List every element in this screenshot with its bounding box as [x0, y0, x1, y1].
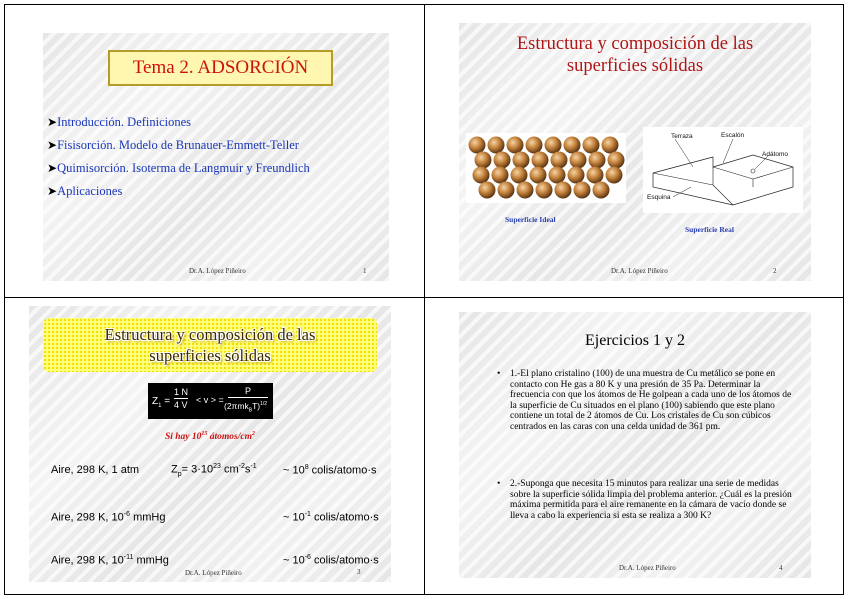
collision-rate-formula: [171, 463, 257, 478]
title-line-2: superficies sólidas: [149, 346, 271, 365]
condition-exp: -6: [123, 511, 131, 518]
bullet-text: Introducción. Definiciones: [57, 115, 192, 129]
collisions-exp: -1: [304, 511, 311, 518]
title-line-1: Estructura y composición de las: [516, 34, 754, 54]
collisions-exp: -6: [304, 554, 311, 561]
bullet-dot-icon: •: [497, 479, 501, 489]
formula-lhs: Z: [152, 396, 159, 407]
atom-sphere: [608, 152, 625, 169]
bullet-dot-icon: •: [497, 369, 501, 379]
ideal-surface-image: [466, 133, 626, 203]
atom-sphere: [511, 167, 528, 184]
rate-symbol-sub: p: [177, 470, 182, 478]
formula-frac2-top: P: [228, 385, 268, 398]
bullet-text: Quimisorción. Isoterma de Langmuir y Freundlich: [57, 161, 310, 175]
collisions-row-2: [283, 511, 379, 524]
atom-sphere: [574, 182, 591, 199]
collisions-units: colis/atomo·s: [310, 511, 379, 524]
atom-sphere: [473, 167, 490, 184]
atom-sphere: [494, 152, 511, 169]
formula-frac1-top: 1 N: [174, 387, 189, 397]
condition-row-2: [51, 511, 165, 524]
collisions-exp: 8: [304, 464, 309, 471]
atom-sphere: [536, 182, 553, 199]
rate-value-exp: 23: [213, 463, 221, 470]
formula-mid: < v > =: [196, 395, 224, 405]
collisions-units: colis/atomo·s: [308, 464, 377, 477]
formula-frac2-end: T): [252, 401, 261, 411]
slide-footer: Dr.A. López Piñeiro: [619, 564, 676, 572]
atom-sphere: [564, 137, 581, 154]
slide-4: [459, 312, 811, 578]
slide-number: 1: [363, 267, 367, 275]
label-terraza: Terraza: [671, 133, 693, 140]
rate-units-exp: -2: [238, 463, 245, 470]
note-prefix: Si hay 10: [164, 432, 202, 443]
atom-sphere: [530, 167, 547, 184]
slide-frame-3: [4, 297, 425, 595]
atom-sphere: [507, 137, 524, 154]
label-adatomo: Adátomo: [762, 151, 789, 158]
slide-footer: Dr.A. López Piñeiro: [611, 267, 668, 275]
slide-1-title: Tema 2. ADSORCIÓN: [108, 50, 333, 86]
atom-sphere: [583, 137, 600, 154]
slide-number: 2: [773, 267, 777, 275]
exercise-2: [497, 479, 800, 521]
atom-sphere: [545, 137, 562, 154]
atom-sphere: [570, 152, 587, 169]
condition-exp: -11: [123, 554, 134, 561]
atom-sphere: [602, 137, 619, 154]
bullet-arrow-icon: ➤: [47, 184, 58, 198]
atom-sphere: [551, 152, 568, 169]
slide-footer: Dr.A. López Piñeiro: [185, 569, 242, 577]
atom-sphere: [568, 167, 585, 184]
bullet-arrow-icon: ➤: [47, 138, 58, 152]
condition-units: mmHg: [133, 554, 169, 567]
rate-symbol: Z: [171, 463, 178, 476]
rate-units-2-exp: -1: [250, 463, 257, 470]
atom-sphere: [469, 137, 486, 154]
formula-frac2-sub: B: [248, 407, 253, 414]
formula-frac1-bottom: 4 V: [174, 400, 188, 410]
atom-sphere: [492, 167, 509, 184]
slide-4-title: Ejercicios 1 y 2: [585, 332, 685, 349]
condition-row-3: [51, 554, 169, 567]
label-esquina: Esquina: [647, 194, 671, 201]
slide-2-title: [459, 33, 811, 77]
label-escalon: Escalón: [721, 132, 745, 139]
collisions-row-1: [283, 464, 376, 477]
bullet-item: [47, 161, 310, 176]
surface-density-note: [29, 431, 391, 442]
title-line-1: Estructura y composición de las: [104, 325, 316, 344]
bullet-text: Aplicaciones: [57, 184, 123, 198]
formula-exp: 1/2: [260, 401, 268, 408]
slide-1: [43, 33, 389, 281]
slide-frame-2: [424, 4, 844, 298]
atom-sphere: [532, 152, 549, 169]
rate-units: cm: [220, 463, 239, 476]
slide-3: [29, 306, 391, 582]
condition-row-1: Aire, 298 K, 1 atm: [51, 464, 140, 476]
formula-lhs-sub: 1: [158, 403, 162, 409]
atom-sphere: [606, 167, 623, 184]
bullet-text: Fisisorción. Modelo de Brunauer-Emmett-Teller: [57, 138, 299, 152]
rate-units-2: s: [244, 463, 251, 476]
condition-text: Aire, 298 K, 10: [51, 554, 124, 567]
exercise-1: [497, 369, 800, 432]
atom-sphere: [593, 182, 610, 199]
caption-real: Superficie Real: [685, 225, 734, 234]
exercise-text: 2.-Suponga que necesita 15 minutos para realizar una serie de medidas sobre la superficie sólida limpia del problema anterior. ¿Cuál es la presión máxima permitida para el aire remanente en la cámara de vacío donde se lleva a cabo la experiencia si esta se realiza a 300 K?: [510, 479, 792, 521]
atom-sphere: [526, 137, 543, 154]
atom-sphere: [589, 152, 606, 169]
slide-number: 4: [779, 564, 783, 572]
atom-sphere: [479, 182, 496, 199]
atom-sphere: [517, 182, 534, 199]
bullet-item: [47, 115, 191, 130]
atom-sphere: [475, 152, 492, 169]
slide-footer: Dr.A. López Piñeiro: [189, 267, 246, 275]
collisions-value: ~ 10: [283, 511, 305, 524]
slide-number: 3: [357, 568, 361, 576]
atom-sphere: [587, 167, 604, 184]
atom-sphere: [488, 137, 505, 154]
rate-value: = 3·10: [181, 463, 214, 476]
bullet-arrow-icon: ➤: [47, 115, 58, 129]
bullet-item: [47, 184, 122, 199]
atom-sphere: [549, 167, 566, 184]
bullet-arrow-icon: ➤: [47, 161, 58, 175]
slide-frame-1: [4, 4, 425, 298]
note-exp2: 2: [252, 431, 256, 437]
collisions-value: ~ 10: [283, 554, 305, 567]
note-exp: 15: [201, 431, 208, 437]
caption-ideal: Superficie Ideal: [505, 215, 556, 224]
bullet-item: [47, 138, 299, 153]
note-suffix: átomos/cm: [207, 432, 253, 443]
slide-frame-4: [424, 297, 844, 595]
title-line-2: superficies sólidas: [566, 56, 704, 76]
slide-2: [459, 23, 811, 281]
condition-text: Aire, 298 K, 10: [51, 511, 124, 524]
collisions-value: ~ 10: [283, 464, 305, 477]
formula-frac2-bottom: (2πmk: [224, 401, 249, 411]
atom-sphere: [498, 182, 515, 199]
slide-3-title: [43, 318, 377, 372]
collisions-units: colis/atomo·s: [310, 554, 379, 567]
condition-units: mmHg: [130, 511, 166, 524]
collisions-row-3: [283, 554, 379, 567]
atom-sphere: [555, 182, 572, 199]
collision-formula: $Z_1$ = 1 N 4 V < v > = P $(2\pi mk_BT)^{1/2}$: [148, 383, 273, 419]
exercise-text: 1.-El plano cristalino (100) de una muestra de Cu metálico se pone en contacto con He gas a 80 K y una presión de 35 Pa. Determinar la frecuencia con que los átomos de He golpean a cada uno de los átomos de la superficie de Cu situados en el plano (100) sabiendo que este plano contiene un total de 2 átomos de Cu. Los cristales de Cu son cúbicos centrados en las caras con una celda unidad de 361 pm.: [510, 369, 792, 432]
atom-sphere: [513, 152, 530, 169]
